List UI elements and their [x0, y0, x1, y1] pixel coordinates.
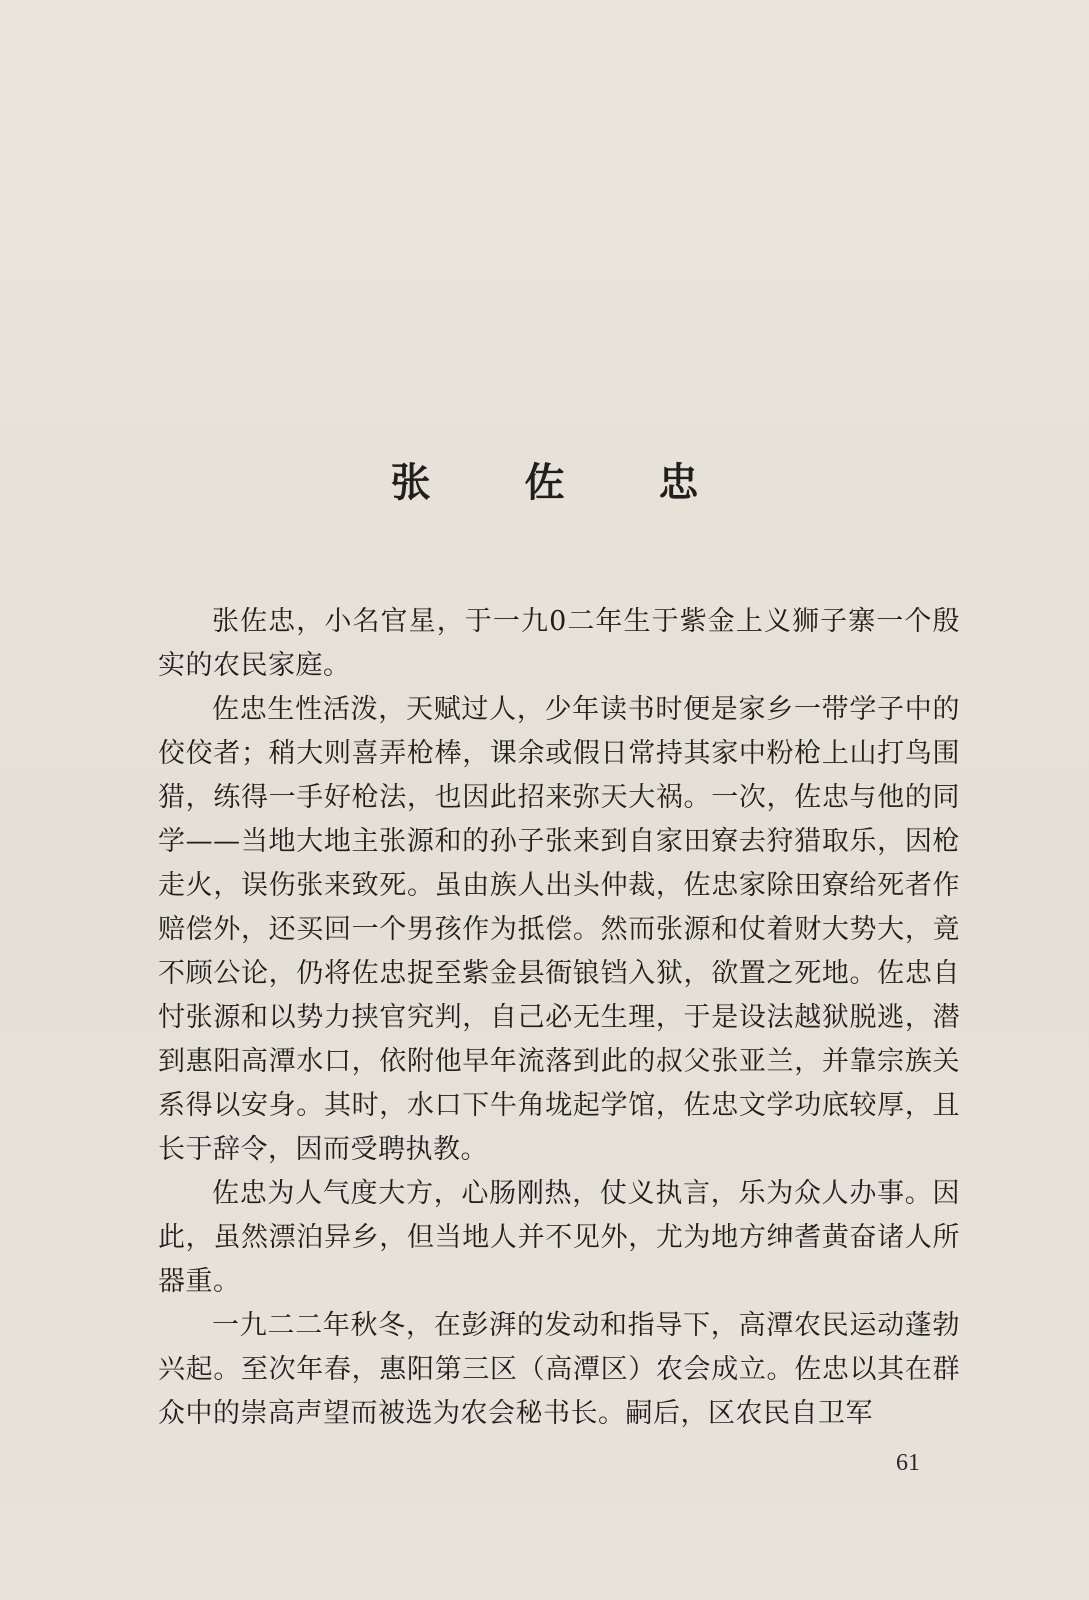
paragraph-1: 张佐忠，小名官星，于一九0二年生于紫金上义狮子寨一个殷实的农民家庭。: [158, 606, 960, 681]
paragraph-2: 佐忠生性活泼，天赋过人，少年读书时便是家乡一带学子中的佼佼者；稍大则喜弄枪棒，课余或假日常持其家中粉枪上山打鸟围猎，练得一手好枪法，也因此招来弥天大祸。一次，佐忠与他的同学——当地大地主张源和的孙子张来到自家田寮去狩猎取乐，因枪走火，误伤张来致死。虽由族人出头仲裁，佐忠家除田寮给死者作赔偿外，还买回一个男孩作为抵偿。然而张源和仗着财大势大，竟不顾公论，仍将佐忠捉至紫金县衙锒铛入狱，欲置之死地。佐忠自忖张源和以势力挟官究判，自己必无生理，于是设法越狱脱逃，潜到惠阳高潭水口，依附他早年流落到此的叔父张亚兰，并靠宗族关系得以安身。其时，水口下牛角垅起学馆，佐忠文学功底较厚，且长于辞令，因而受聘执教。: [158, 694, 960, 1165]
paragraph-3: 佐忠为人气度大方，心肠刚热，仗义执言，乐为众人办事。因此，虽然漂泊异乡，但当地人并不见外，尤为地方绅耆黄奋诸人所器重。: [158, 1178, 960, 1297]
page-number: 61: [896, 1450, 920, 1476]
paragraph-4: 一九二二年秋冬，在彭湃的发动和指导下，高潭农民运动蓬勃兴起。至次年春，惠阳第三区（高潭区）农会成立。佐忠以其在群众中的崇高声望而被选为农会秘书长。嗣后，区农民自卫军: [158, 1310, 960, 1429]
chapter-title: 张 佐 忠: [390, 458, 739, 506]
body-text: [158, 600, 960, 1436]
